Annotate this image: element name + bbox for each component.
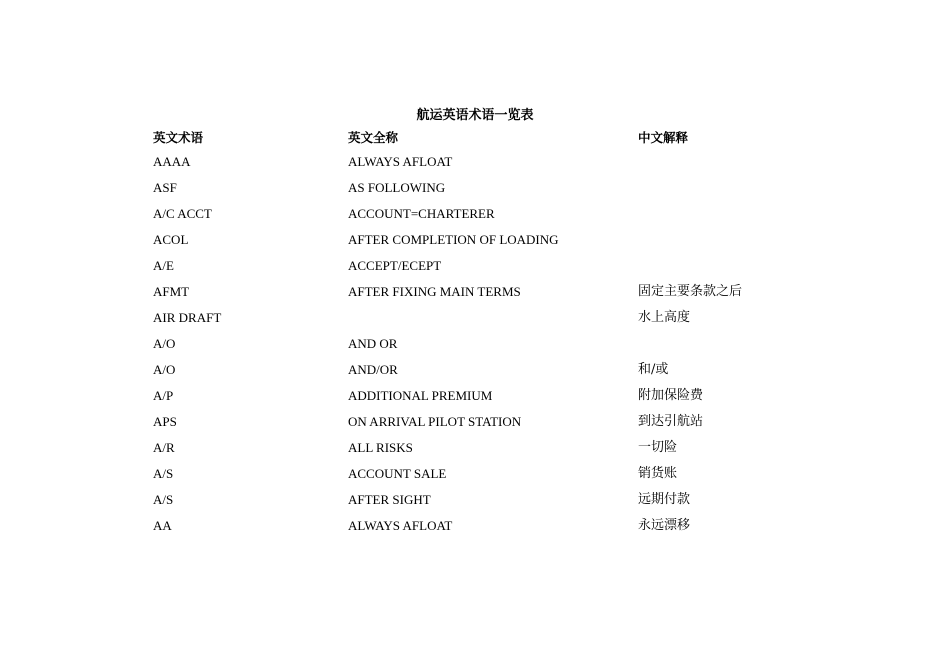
table-row [148, 461, 838, 487]
table-row [148, 279, 838, 305]
abbreviation-cell: A/O [153, 336, 176, 351]
full-name-cell: ACCOUNT=CHARTERER [348, 206, 495, 221]
abbreviation-cell: AA [153, 518, 172, 533]
abbreviation-cell: ACOL [153, 232, 189, 247]
abbreviation-cell: AAAA [153, 154, 191, 169]
table-row [148, 513, 838, 539]
document-title: 航运英语术语一览表 [416, 108, 534, 123]
table-row [148, 305, 838, 331]
table-row [148, 227, 838, 253]
table-row [148, 487, 838, 513]
table-row [148, 253, 838, 279]
abbreviation-cell: APS [153, 414, 177, 429]
chinese-explanation-cell: 水上高度 [638, 310, 691, 325]
full-name-cell: AFTER FIXING MAIN TERMS [348, 284, 521, 299]
header-chinese-explanation: 中文解释 [638, 130, 689, 145]
full-name-cell: ADDITIONAL PREMIUM [348, 388, 493, 403]
abbreviation-cell: A/E [153, 258, 174, 273]
table-row [148, 201, 838, 227]
chinese-explanation-cell: 到达引航站 [638, 414, 704, 429]
table-row [148, 435, 838, 461]
chinese-explanation-cell: 销货账 [638, 466, 678, 481]
header-full-name: 英文全称 [348, 130, 399, 145]
header-abbreviation: 英文术语 [153, 130, 204, 145]
full-name-cell: ALWAYS AFLOAT [348, 518, 453, 533]
abbreviation-cell: AFMT [153, 284, 190, 299]
chinese-explanation-cell [633, 201, 838, 227]
abbreviation-cell: A/R [153, 440, 175, 455]
full-name-cell: ALWAYS AFLOAT [348, 154, 453, 169]
full-name-cell [343, 305, 633, 331]
chinese-explanation-cell [633, 149, 838, 175]
table-header-row [148, 127, 838, 149]
abbreviation-cell: A/S [153, 466, 174, 481]
table-row [148, 409, 838, 435]
full-name-cell: ACCEPT/ECEPT [348, 258, 442, 273]
full-name-cell: ACCOUNT SALE [348, 466, 447, 481]
abbreviation-cell: A/P [153, 388, 174, 403]
full-name-cell: AFTER SIGHT [348, 492, 431, 507]
chinese-explanation-cell: 附加保险费 [638, 388, 704, 403]
full-name-cell: ON ARRIVAL PILOT STATION [348, 414, 522, 429]
glossary-table [148, 127, 838, 539]
table-row [148, 383, 838, 409]
chinese-explanation-cell: 永远漂移 [638, 518, 691, 533]
full-name-cell: AFTER COMPLETION OF LOADING [348, 232, 559, 247]
chinese-explanation-cell [633, 175, 838, 201]
chinese-explanation-cell: 远期付款 [638, 492, 691, 507]
full-name-cell: AND/OR [348, 362, 398, 377]
abbreviation-cell: ASF [153, 180, 177, 195]
chinese-explanation-cell: 一切险 [638, 440, 678, 455]
table-row [148, 175, 838, 201]
chinese-explanation-cell: 和/或 [638, 362, 669, 377]
table-row [148, 357, 838, 383]
abbreviation-cell: A/O [153, 362, 176, 377]
abbreviation-cell: A/C ACCT [153, 206, 212, 221]
table-row [148, 331, 838, 357]
full-name-cell: AS FOLLOWING [348, 180, 446, 195]
chinese-explanation-cell [633, 227, 838, 253]
chinese-explanation-cell: 固定主要条款之后 [638, 284, 743, 299]
chinese-explanation-cell [633, 331, 838, 357]
abbreviation-cell: A/S [153, 492, 174, 507]
chinese-explanation-cell [633, 253, 838, 279]
full-name-cell: ALL RISKS [348, 440, 413, 455]
table-row [148, 149, 838, 175]
abbreviation-cell: AIR DRAFT [153, 310, 222, 325]
full-name-cell: AND OR [348, 336, 398, 351]
